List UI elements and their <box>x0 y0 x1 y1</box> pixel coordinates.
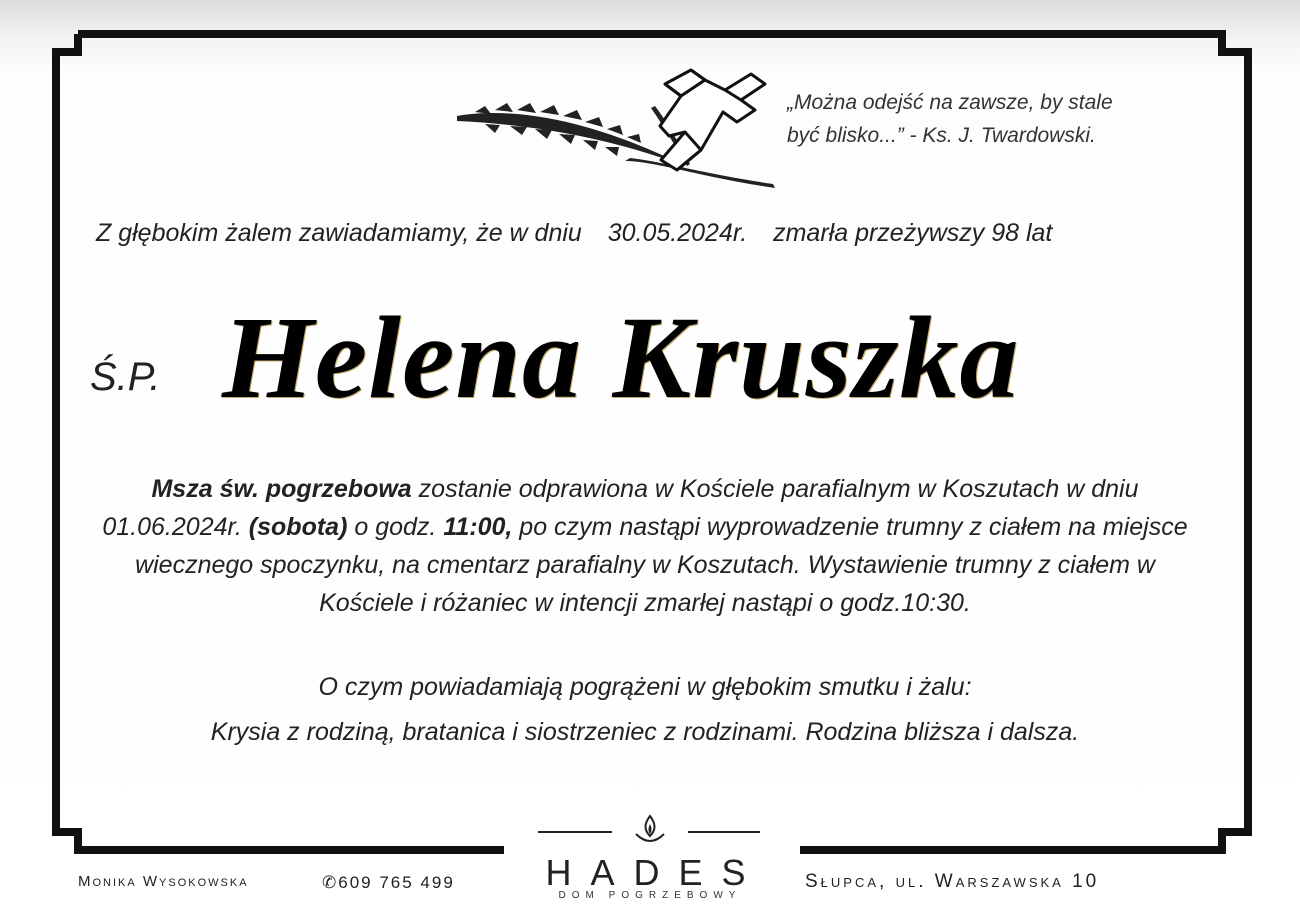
cross-icon <box>455 66 785 190</box>
ceremony-details <box>95 470 1195 622</box>
owner-name: Monika Wysokowska <box>78 873 249 890</box>
hades-logo <box>532 812 768 904</box>
intro-text: Z głębokim żalem zawiadamiamy, że w dniu <box>96 219 582 247</box>
mass-label: Msza św. pogrzebowa <box>151 475 412 503</box>
announcement-intro <box>96 219 1206 248</box>
deceased-name: Helena Kruszka <box>222 292 1020 423</box>
phone-number: ✆609 765 499 <box>322 873 455 892</box>
logo-name: HADES <box>545 852 765 893</box>
death-date-suffix: r. <box>732 219 748 247</box>
weekday: (sobota) <box>248 513 348 541</box>
flame-icon <box>532 812 768 852</box>
mourners-list: Krysia z rodziną, bratanica i siostrzeniec z rodzinami. Rodzina bliższa i dalsza. <box>210 718 1080 746</box>
quote-line-1: „Można odejść na zawsze, by stale <box>787 91 1113 114</box>
quote-line-2: być blisko...” - Ks. J. Twardowski. <box>787 124 1096 147</box>
age-text: zmarła przeżywszy 98 lat <box>773 219 1053 247</box>
quote <box>787 86 1207 152</box>
ceremony-text-3: po czym nastąpi wyprowadzenie trumny z ciałem na miejsce wiecznego spoczynku, na cmentarz parafialny w Koszutach. Wystawienie trumny z ciałem w Kościele i różaniec w intencji zmarłej nastąpi o godz.10:30. <box>135 513 1188 617</box>
death-date: 30.05.2024 <box>607 219 733 247</box>
sp-prefix: Ś.P. <box>90 355 161 399</box>
mass-time: 11:00, <box>443 513 513 541</box>
ceremony-text-1: zostanie odprawiona w Kościele parafialnym w Koszutach w dniu 01.06.2024r. <box>102 475 1139 541</box>
mourners-intro: O czym powiadamiają pogrążeni w głębokim smutku i żalu: <box>318 673 972 701</box>
logo-subtitle: DOM POGRZEBOWY <box>558 890 742 901</box>
address: Słupca, ul. Warszawska 10 <box>805 871 1100 892</box>
ceremony-text-2: o godz. <box>347 513 444 541</box>
